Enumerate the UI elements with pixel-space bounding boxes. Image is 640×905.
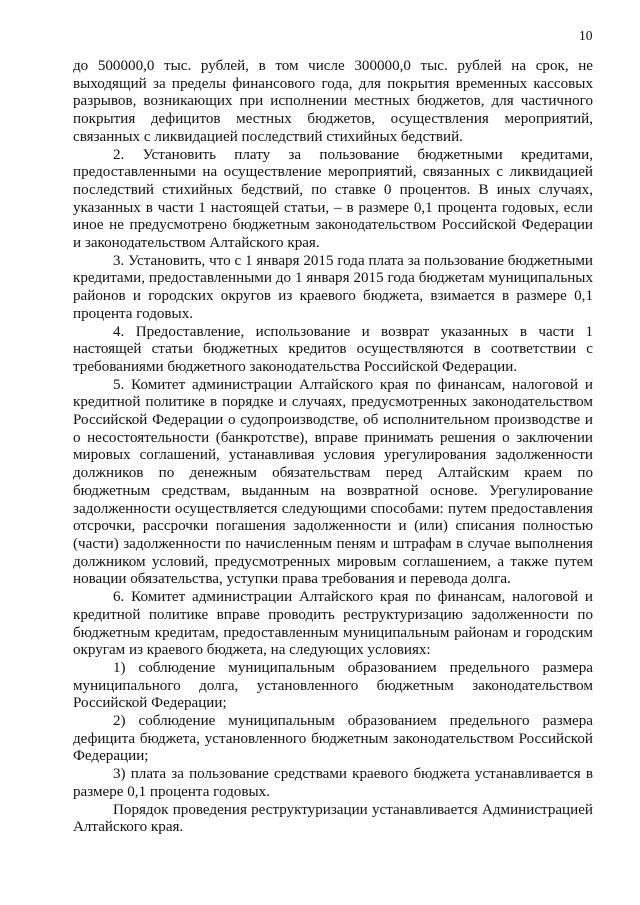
paragraph-5: 5. Комитет администрации Алтайского края по финансам, налоговой и кредитной политике в порядке и случаях, предусмотренных законодательством Российской Федерации о судопроизводстве, об исполнительном производстве и о несостоятельности (банкротстве), вправе принимать решения о заключении мировых соглашений, устанавливая условия урегулирования задолженности должников по денежным обязательствам перед Алтайским краем по бюджетным средствам, выданным на возвратной основе. Урегулирование задолженности осуществляется следующими способами: путем предоставления отсрочки, рассрочки погашения задолженности и (или) списания полностью (части) задолженности по начисленным пеням и штрафам в случае выполнения должником условий, предусмотренных мировым соглашением, а также путем новации обязательства, уступки права требования и перевода долга.	[73, 376, 593, 588]
paragraph-4: 4. Предоставление, использование и возврат указанных в части 1 настоящей статьи бюджетных кредитов осуществляются в соответствии с требованиями бюджетного законодательства Российской Федерации.	[73, 323, 593, 375]
paragraph-restructuring-procedure: Порядок проведения реструктуризации устанавливается Администрацией Алтайского края.	[73, 801, 593, 836]
condition-3: 3) плата за пользование средствами краевого бюджета устанавливается в размере 0,1 процента годовых.	[73, 766, 593, 800]
paragraph-3: 3. Установить, что с 1 января 2015 года плата за пользование бюджетными кредитами, предоставленными до 1 января 2015 года бюджетам муниципальных районов и городских округов из краевого бюджета, взимается в размере 0,1 процента годовых.	[73, 252, 593, 322]
paragraph-continuation: до 500000,0 тыс. рублей, в том числе 300000,0 тыс. рублей на срок, не выходящий за пределы финансового года, для покрытия временных кассовых разрывов, возникающих при исполнении местных бюджетов, для частичного покрытия дефицитов местных бюджетов, осуществления мероприятий, связанных с ликвидацией последствий стихийных бедствий.	[73, 58, 593, 145]
paragraph-2: 2. Установить плату за пользование бюджетными кредитами, предоставленными на осуществление мероприятий, связанных с ликвидацией последствий стихийных бедствий, по ставке 0 процентов. В иных случаях, указанных в части 1 настоящей статьи, – в размере 0,1 процента годовых, если иное не предусмотрено бюджетным законодательством Российской Федерации и законодательством Алтайского края.	[73, 146, 593, 252]
condition-2: 2) соблюдение муниципальным образованием предельного размера дефицита бюджета, установленного бюджетным законодательством Российской Федерации;	[73, 713, 593, 765]
document-body	[73, 58, 593, 837]
page-number: 10	[579, 28, 593, 43]
paragraph-6: 6. Комитет администрации Алтайского края по финансам, налоговой и кредитной политике вправе проводить реструктуризацию задолженности по бюджетным кредитам, предоставленным муниципальным районам и городским округам из краевого бюджета, на следующих условиях:	[73, 589, 593, 659]
condition-1: 1) соблюдение муниципальным образованием предельного размера муниципального долга, установленного бюджетным законодательством Российской Федерации;	[73, 659, 593, 712]
